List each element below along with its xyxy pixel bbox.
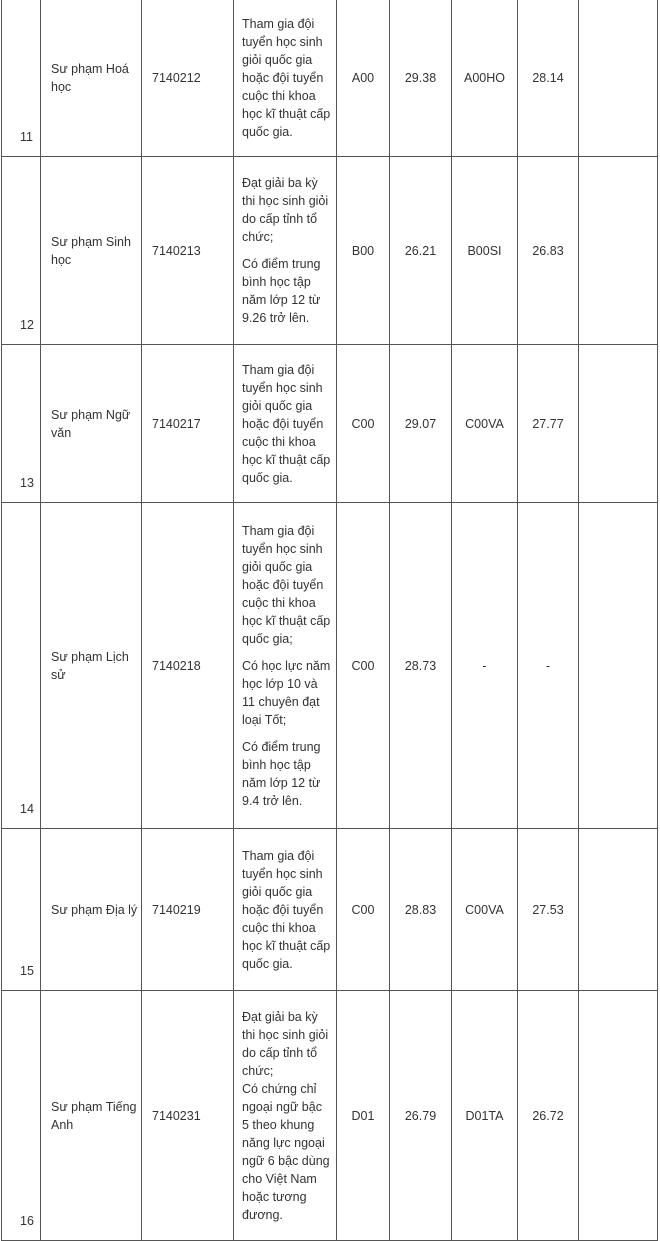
program-code: 7140218 (142, 503, 234, 829)
program-name: Sư phạm Tiếng Anh (41, 991, 142, 1241)
empty-cell (579, 991, 658, 1241)
admission-conditions (234, 345, 337, 503)
table-row (2, 157, 658, 345)
benchmark-score: 26.21 (390, 157, 452, 345)
subject-combination-2: C00VA (452, 345, 518, 503)
benchmark-score-2: 27.77 (518, 345, 579, 503)
empty-cell (579, 0, 658, 157)
row-index: 11 (2, 0, 41, 157)
table-row (2, 991, 658, 1241)
empty-cell (579, 157, 658, 345)
subject-combination-2: A00HO (452, 0, 518, 157)
table-row (2, 503, 658, 829)
program-name: Sư phạm Hoá học (41, 0, 142, 157)
program-name: Sư phạm Địa lý (41, 829, 142, 991)
benchmark-score: 29.38 (390, 0, 452, 157)
benchmark-score-2: - (518, 503, 579, 829)
subject-combination: A00 (337, 0, 390, 157)
row-index: 12 (2, 157, 41, 345)
row-index: 13 (2, 345, 41, 503)
program-name: Sư phạm Ngữ văn (41, 345, 142, 503)
subject-combination-2: - (452, 503, 518, 829)
subject-combination: D01 (337, 991, 390, 1241)
condition-paragraph: Có học lực năm học lớp 10 và 11 chuyên đạt loại Tốt; (242, 658, 331, 727)
table-row (2, 829, 658, 991)
program-code: 7140231 (142, 991, 234, 1241)
admission-conditions (234, 503, 337, 829)
condition-paragraph: Đạt giải ba kỳ thi học sinh giỏi do cấp tỉnh tổ chức; Có chứng chỉ ngoại ngữ bậc 5 theo khung năng lực ngoại ngữ 6 bậc dùng cho Việt Nam hoặc tương đương. (242, 1009, 330, 1222)
benchmark-score: 29.07 (390, 345, 452, 503)
subject-combination-2: C00VA (452, 829, 518, 991)
table-body (2, 0, 658, 1241)
subject-combination: B00 (337, 157, 390, 345)
empty-cell (579, 829, 658, 991)
condition-paragraph: Tham gia đội tuyển học sinh giỏi quốc gia hoặc đội tuyển cuộc thi khoa học kĩ thuật cấp quốc gia. (242, 848, 331, 971)
benchmark-score: 28.73 (390, 503, 452, 829)
program-code: 7140213 (142, 157, 234, 345)
subject-combination: C00 (337, 345, 390, 503)
condition-paragraph: Tham gia đội tuyển học sinh giỏi quốc gia hoặc đội tuyển cuộc thi khoa học kĩ thuật cấp quốc gia. (242, 362, 331, 485)
admission-conditions (234, 157, 337, 345)
program-code: 7140217 (142, 345, 234, 503)
condition-paragraph: Tham gia đội tuyển học sinh giỏi quốc gia hoặc đội tuyển cuộc thi khoa học kĩ thuật cấp quốc gia; (242, 523, 331, 646)
program-code: 7140219 (142, 829, 234, 991)
benchmark-score: 26.79 (390, 991, 452, 1241)
program-code: 7140212 (142, 0, 234, 157)
condition-paragraph: Đạt giải ba kỳ thi học sinh giỏi do cấp tỉnh tổ chức; (242, 176, 329, 244)
program-name: Sư phạm Sinh học (41, 157, 142, 345)
benchmark-score-2: 26.72 (518, 991, 579, 1241)
admission-score-table (1, 0, 658, 1241)
subject-combination-2: B00SI (452, 157, 518, 345)
subject-combination: C00 (337, 503, 390, 829)
program-name: Sư phạm Lịch sử (41, 503, 142, 829)
admission-conditions (234, 991, 337, 1241)
benchmark-score: 28.83 (390, 829, 452, 991)
table-row (2, 0, 658, 157)
subject-combination-2: D01TA (452, 991, 518, 1241)
condition-paragraph: Có điểm trung bình học tập năm lớp 12 từ 9.26 trở lên. (242, 257, 321, 325)
empty-cell (579, 345, 658, 503)
row-index: 14 (2, 503, 41, 829)
condition-paragraph: Tham gia đội tuyển học sinh giỏi quốc gia hoặc đội tuyển cuộc thi khoa học kĩ thuật cấp quốc gia. (242, 16, 331, 139)
admission-conditions (234, 0, 337, 157)
row-index: 16 (2, 991, 41, 1241)
row-index: 15 (2, 829, 41, 991)
empty-cell (579, 503, 658, 829)
table-row (2, 345, 658, 503)
benchmark-score-2: 28.14 (518, 0, 579, 157)
benchmark-score-2: 27.53 (518, 829, 579, 991)
condition-paragraph: Có điểm trung bình học tập năm lớp 12 từ 9.4 trở lên. (242, 739, 321, 808)
benchmark-score-2: 26.83 (518, 157, 579, 345)
admission-conditions (234, 829, 337, 991)
subject-combination: C00 (337, 829, 390, 991)
